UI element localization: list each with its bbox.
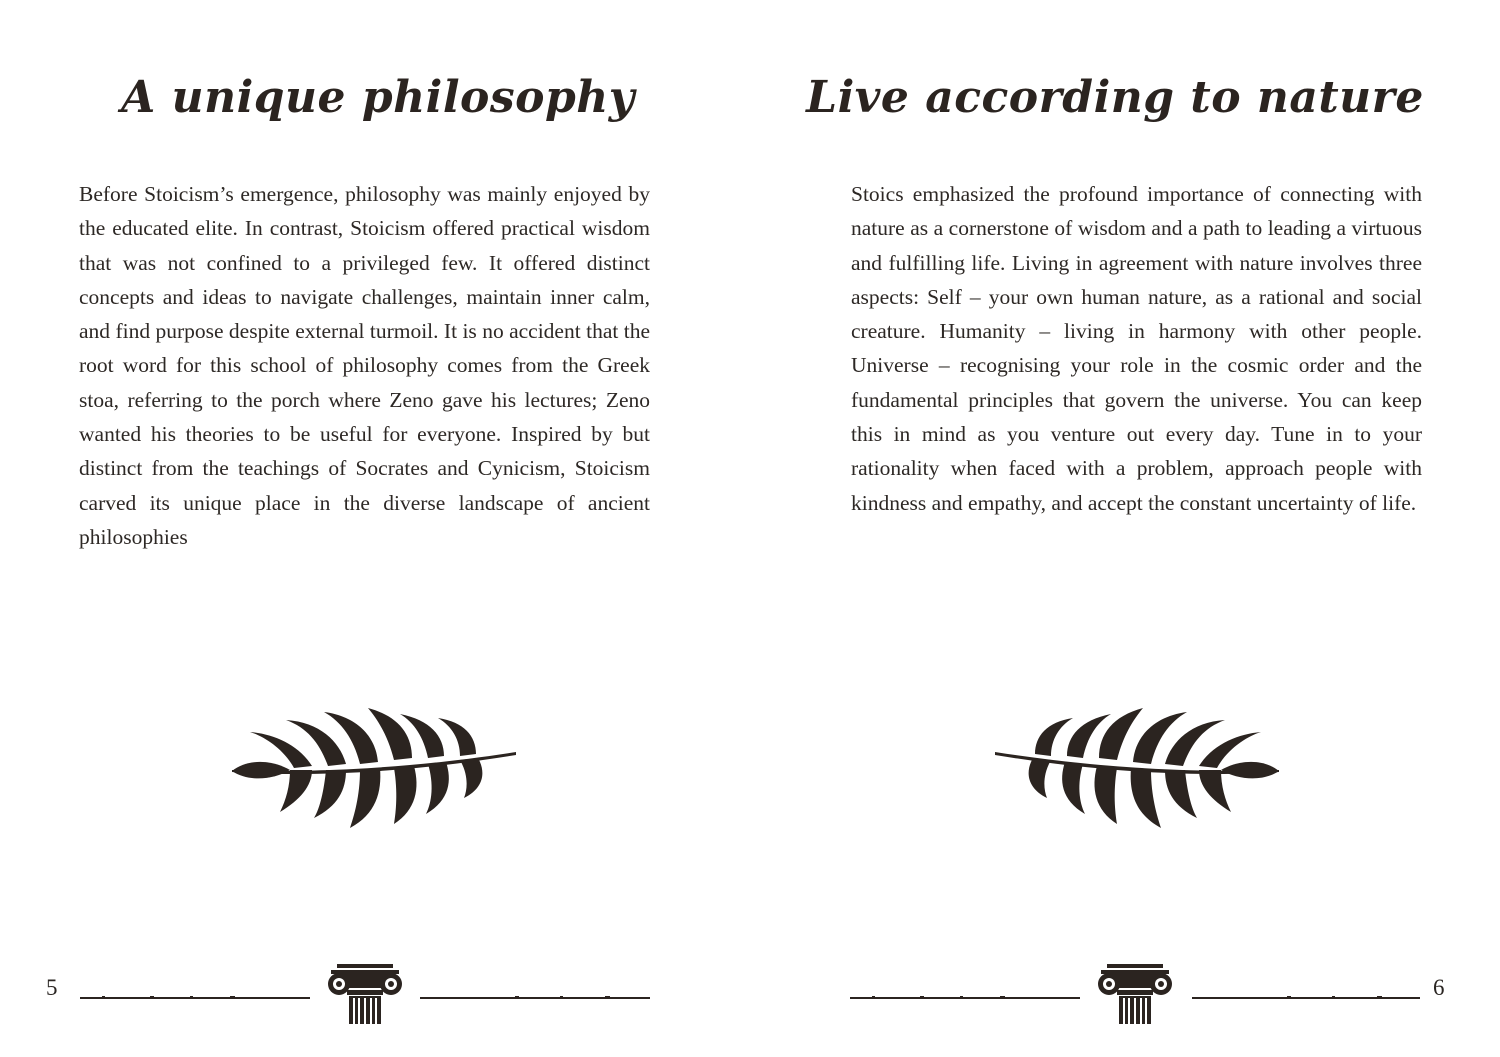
footer-rule-left-svg <box>80 996 310 1000</box>
footer-rule-left <box>80 987 310 989</box>
page-number: 6 <box>1433 975 1445 1000</box>
footer-rule-left-svg <box>850 996 1080 1000</box>
leaf-branch-svg <box>228 700 518 835</box>
ionic-column-icon <box>1097 962 1173 1024</box>
footer-rule-left <box>850 987 1080 989</box>
ionic-column-icon <box>327 962 403 1024</box>
footer-rule-right-svg <box>1192 996 1420 1000</box>
footer-rule-right <box>420 987 650 989</box>
footer-rule-right <box>1192 987 1420 989</box>
page-title: Live according to nature <box>806 72 1424 123</box>
page-number: 5 <box>46 975 58 1000</box>
body-paragraph: Stoics emphasized the profound importance of connecting with nature as a cornerstone of wisdom and a path to leading a virtuous and fulfilling life. Living in agreement with nature involves three aspects: Self – your own human nature, as a rational and social creature. Humanity – living in harmony with other people. Universe – recognising your role in the cosmic order and the fundamental principles that govern the universe. You can keep this in mind as you venture out every day. Tune in to your rationality when faced with a problem, approach people with kindness and empathy, and accept the constant uncertainty of life. <box>851 182 1422 515</box>
page-title: A unique philosophy <box>121 72 635 123</box>
right-page <box>750 0 1500 1057</box>
footer-rule-right-svg <box>420 996 650 1000</box>
body-paragraph: Before Stoicism’s emergence, philosophy was mainly enjoyed by the educated elite. In contrast, Stoicism offered practical wisdom that was not confined to a privileged few. It offered distinct concepts and ideas to navigate challenges, maintain inner calm, and find purpose despite external turmoil. It is no accident that the root word for this school of philosophy comes from the Greek stoa, referring to the porch where Zeno gave his lectures; Zeno wanted his theories to be useful for everyone. Inspired by but distinct from the teachings of Socrates and Cynicism, Stoicism carved its unique place in the diverse landscape of ancient philosophies <box>79 182 650 549</box>
leaf-branch-icon <box>228 700 518 835</box>
leaf-branch-icon <box>993 700 1283 835</box>
leaf-branch-svg <box>993 700 1283 835</box>
ionic-column-svg <box>1097 962 1173 1024</box>
ionic-column-svg <box>327 962 403 1024</box>
